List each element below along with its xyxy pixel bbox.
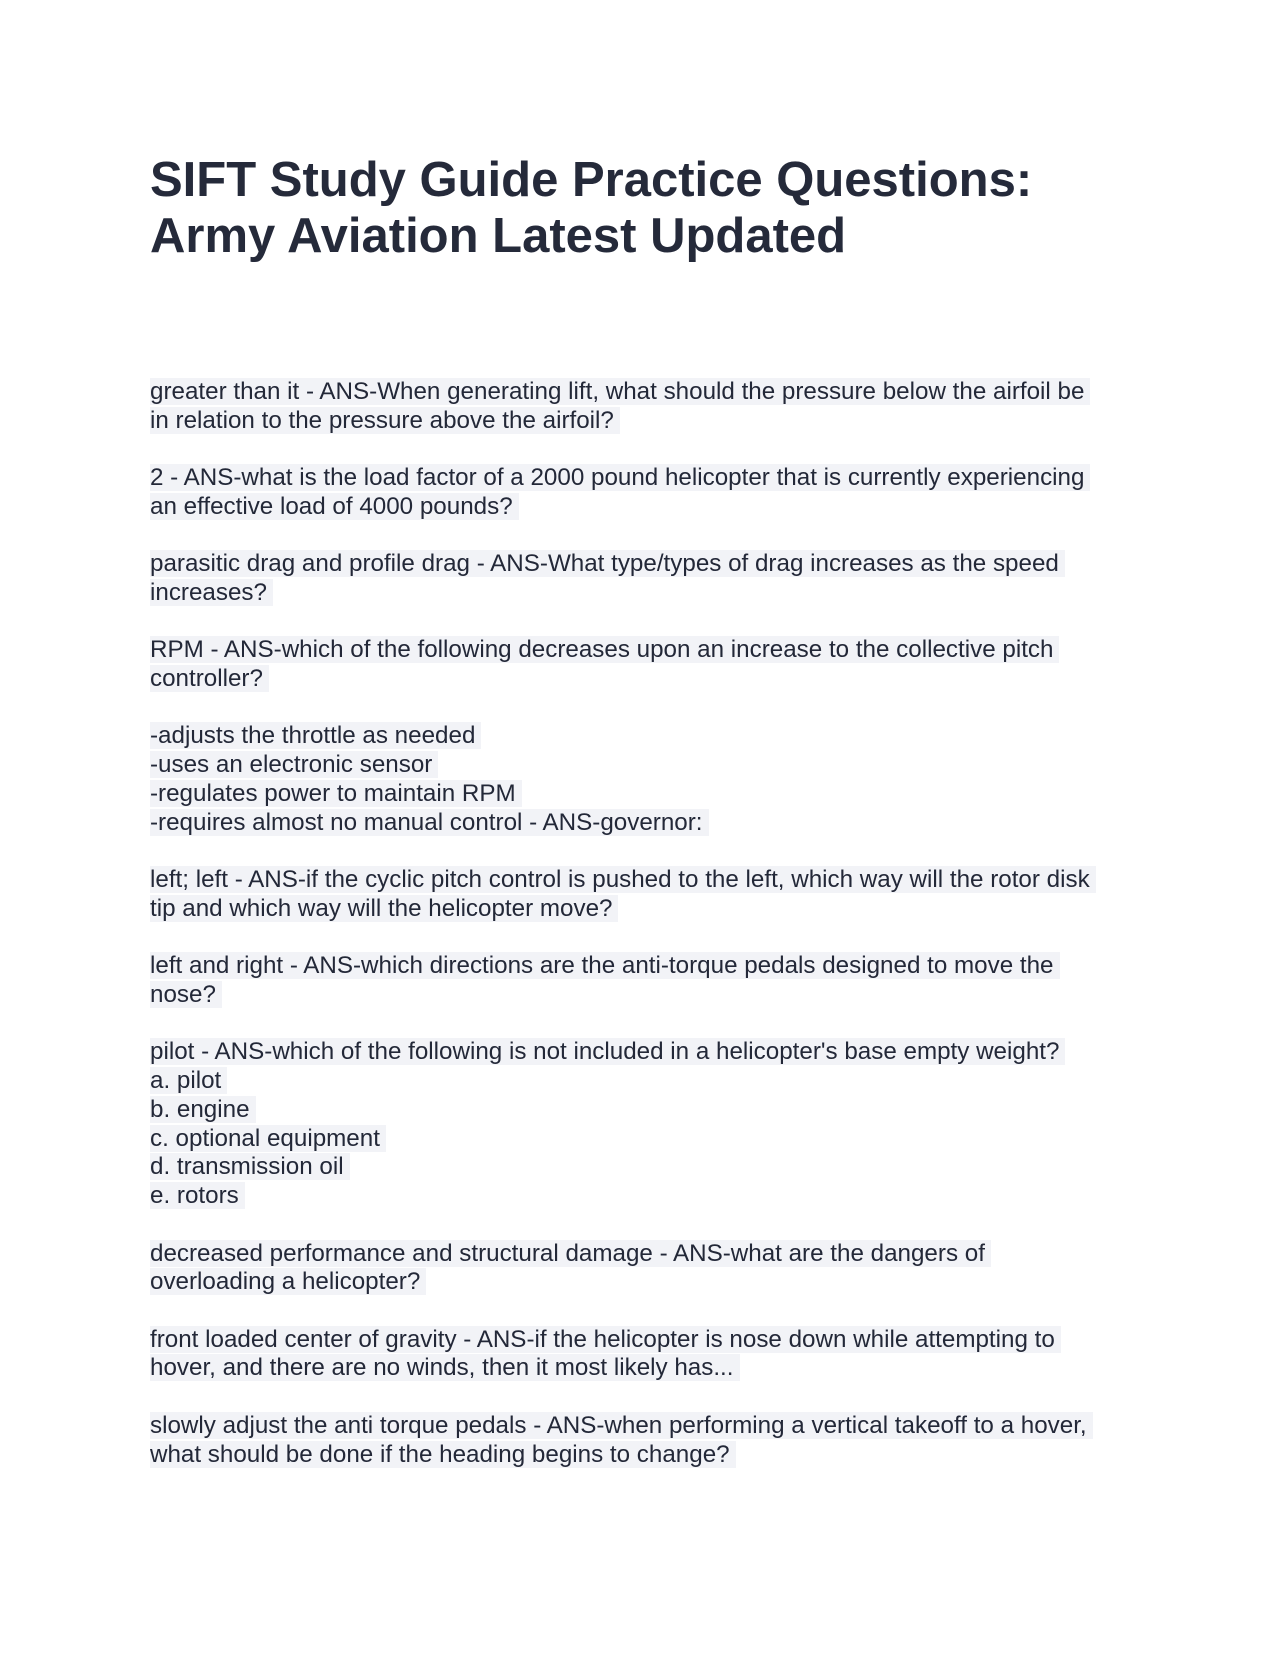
qa-line: what should be done if the heading begins to change? [150,1441,1140,1470]
qa-line: tip and which way will the helicopter move? [150,895,1140,924]
qa-line: RPM - ANS-which of the following decreases upon an increase to the collective pitch [150,636,1140,665]
qa-item [150,378,1140,436]
qa-line: controller? [150,665,1140,694]
qa-line: hover, and there are no winds, then it most likely has... [150,1354,1140,1383]
qa-line: front loaded center of gravity - ANS-if the helicopter is nose down while attempting to [150,1326,1140,1355]
qa-item [150,952,1140,1010]
qa-list [150,378,1140,1498]
qa-item [150,1412,1140,1470]
qa-line: a. pilot [150,1067,1140,1096]
title-line: SIFT Study Guide Practice Questions: [150,153,1033,207]
qa-item [150,1326,1140,1384]
qa-line: left; left - ANS-if the cyclic pitch control is pushed to the left, which way will the rotor disk [150,866,1140,895]
qa-item [150,722,1140,837]
qa-line: -adjusts the throttle as needed [150,722,1140,751]
document-title [150,152,1140,264]
qa-item [150,866,1140,924]
qa-line: -requires almost no manual control - ANS-governor: [150,809,1140,838]
qa-line: decreased performance and structural damage - ANS-what are the dangers of [150,1240,1140,1269]
qa-line: b. engine [150,1096,1140,1125]
qa-item [150,550,1140,608]
qa-line: greater than it - ANS-When generating lift, what should the pressure below the airfoil be [150,378,1140,407]
qa-line: d. transmission oil [150,1153,1140,1182]
qa-line: in relation to the pressure above the airfoil? [150,407,1140,436]
qa-line: parasitic drag and profile drag - ANS-What type/types of drag increases as the speed [150,550,1140,579]
qa-line: increases? [150,579,1140,608]
qa-item [150,636,1140,694]
qa-line: slowly adjust the anti torque pedals - ANS-when performing a vertical takeoff to a hover, [150,1412,1140,1441]
qa-line: left and right - ANS-which directions are the anti-torque pedals designed to move the [150,952,1140,981]
qa-line: c. optional equipment [150,1125,1140,1154]
qa-line: nose? [150,981,1140,1010]
qa-line: pilot - ANS-which of the following is not included in a helicopter's base empty weight? [150,1038,1140,1067]
qa-line: an effective load of 4000 pounds? [150,493,1140,522]
qa-line: -uses an electronic sensor [150,751,1140,780]
qa-item [150,1038,1140,1211]
title-line: Army Aviation Latest Updated [150,209,847,263]
qa-line: 2 - ANS-what is the load factor of a 2000 pound helicopter that is currently experiencing [150,464,1140,493]
qa-line: e. rotors [150,1182,1140,1211]
qa-line: overloading a helicopter? [150,1268,1140,1297]
qa-item [150,464,1140,522]
qa-line: -regulates power to maintain RPM [150,780,1140,809]
qa-item [150,1240,1140,1298]
